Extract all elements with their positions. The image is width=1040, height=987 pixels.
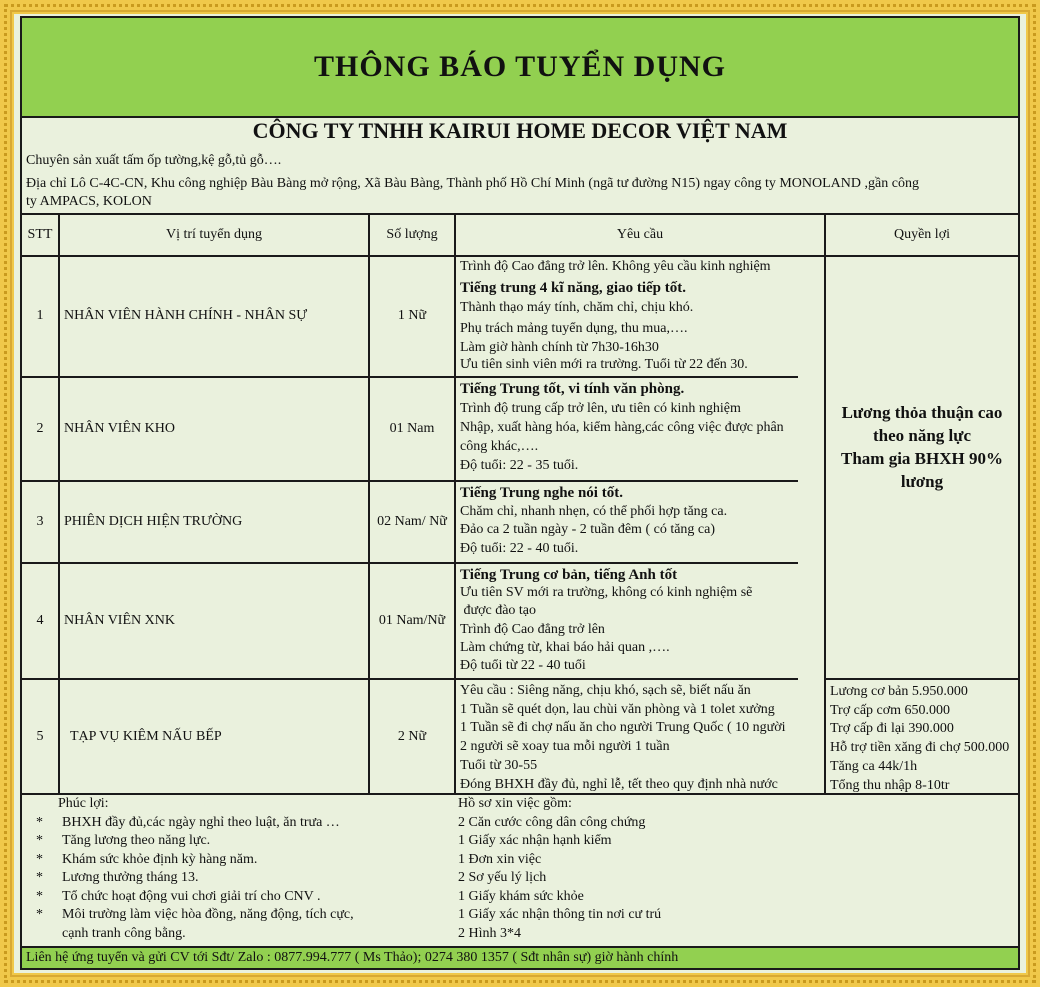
header-requirements: Yêu cầu xyxy=(454,215,824,255)
table-row xyxy=(22,564,798,680)
row-quantity: 1 Nữ xyxy=(368,255,454,376)
benefit-line: Trợ cấp cơm 650.000 xyxy=(830,702,951,718)
list-item: 1 Giấy khám sức khỏe xyxy=(458,888,584,904)
requirement-line: Tiếng Trung tốt, vi tính văn phòng. xyxy=(460,381,685,397)
welfare-section xyxy=(22,795,1018,943)
benefit-line: Lương thỏa thuận cao xyxy=(841,402,1003,422)
row-quantity: 2 Nữ xyxy=(368,680,454,793)
requirement-line: công khác,…. xyxy=(460,439,539,454)
bullet-star: * xyxy=(36,814,43,830)
documents-title: Hồ sơ xin việc gồm: xyxy=(458,796,572,811)
welfare-text: Khám sức khỏe định kỳ hàng năm. xyxy=(62,851,258,867)
table-header xyxy=(22,213,1018,257)
row-stt: 3 xyxy=(36,514,44,529)
row-benefits xyxy=(824,680,1018,793)
requirement-line: Trình độ Cao đẳng trở lên. Không yêu cầu kinh nghiệm xyxy=(460,259,771,274)
header-benefits: Quyền lợi xyxy=(824,215,1018,255)
row-requirements xyxy=(454,564,798,678)
benefit-line: lương xyxy=(900,471,944,491)
welfare-text: cạnh tranh công bằng. xyxy=(62,925,186,941)
row-requirements xyxy=(454,255,798,376)
list-item xyxy=(26,851,446,870)
row-requirements xyxy=(454,378,798,480)
benefit-line: Tham gia BHXH 90% xyxy=(841,448,1003,468)
requirement-line: Tiếng Trung nghe nói tốt. xyxy=(460,485,623,501)
benefit-main-cell xyxy=(824,255,1018,680)
requirement-line: Phụ trách mảng tuyển dụng, thu mua,…. xyxy=(460,320,688,336)
requirement-line: Đảo ca 2 tuần ngày - 2 tuần đêm ( có tăng ca) xyxy=(460,522,716,537)
list-item: 2 Hình 3*4 xyxy=(458,925,521,941)
requirement-line: 2 người sẽ xoay tua mỗi người 1 tuần xyxy=(460,739,670,755)
requirement-line: Tiếng trung 4 kĩ năng, giao tiếp tốt. xyxy=(460,279,687,296)
header-stt: STT xyxy=(27,227,53,242)
row-quantity: 01 Nam/Nữ xyxy=(368,564,454,678)
requirement-line: Ưu tiên sinh viên mới ra trường. Tuổi từ 22 đến 30. xyxy=(460,357,748,372)
table-row xyxy=(22,680,1018,795)
row-position: NHÂN VIÊN KHO xyxy=(58,378,368,480)
requirement-line: 1 Tuần sẽ quét dọn, lau chùi văn phòng và 1 tolet xưởng xyxy=(460,701,775,717)
benefit-line: theo năng lực xyxy=(872,425,972,445)
list-item xyxy=(26,869,446,888)
requirement-line: Ưu tiên SV mới ra trường, không có kinh nghiệm sẽ xyxy=(460,585,753,601)
bullet-star: * xyxy=(36,851,43,867)
contact-bar: Liên hệ ứng tuyển và gửi CV tới Sđt/ Zalo : 0877.994.777 ( Ms Thảo); 0274 380 1357 ( Sđt nhân sự) giờ hành chính xyxy=(22,946,1018,968)
list-item xyxy=(26,814,446,833)
row-stt: 2 xyxy=(36,421,44,436)
requirement-line: 1 Tuần sẽ đi chợ nấu ăn cho người Trung Quốc ( 10 người xyxy=(460,720,786,736)
table-row xyxy=(22,255,798,378)
requirement-line: Làm giờ hành chính từ 7h30-16h30 xyxy=(460,340,659,355)
requirement-line: Yêu cầu : Siêng năng, chịu khó, sạch sẽ, biết nấu ăn xyxy=(460,683,751,698)
requirement-line: Thành thạo máy tính, chăm chỉ, chịu khó. xyxy=(460,300,694,315)
requirement-line: Chăm chỉ, nhanh nhẹn, có thể phối hợp tăng ca. xyxy=(460,503,728,519)
row-quantity: 01 Nam xyxy=(368,378,454,480)
table-row xyxy=(22,482,798,564)
row-requirements xyxy=(454,482,798,562)
list-item: 1 Giấy xác nhận thông tin nơi cư trú xyxy=(458,907,662,922)
requirement-line: được đào tạo xyxy=(460,603,537,619)
company-specialty: Chuyên sản xuất tấm ốp tường,kệ gỗ,tủ gỗ…. xyxy=(26,153,282,168)
row-position: NHÂN VIÊN HÀNH CHÍNH - NHÂN SỰ xyxy=(58,255,368,376)
row-position: NHÂN VIÊN XNK xyxy=(58,564,368,678)
row-position: PHIÊN DỊCH HIỆN TRƯỜNG xyxy=(58,482,368,562)
benefit-line: Trợ cấp đi lại 390.000 xyxy=(830,721,954,737)
bullet-star: * xyxy=(36,870,43,885)
requirement-line: Trình độ trung cấp trở lên, ưu tiên có kinh nghiệm xyxy=(460,401,741,416)
company-name: CÔNG TY TNHH KAIRUI HOME DECOR VIỆT NAM xyxy=(252,118,788,143)
table-row xyxy=(22,378,798,482)
list-item: 1 Giấy xác nhận hạnh kiểm xyxy=(458,833,612,848)
requirement-line: Làm chứng từ, khai báo hải quan ,…. xyxy=(460,639,670,655)
header-quantity: Số lượng xyxy=(368,215,454,255)
address-line-2: ty AMPACS, KOLON xyxy=(26,194,152,209)
benefit-line: Lương cơ bản 5.950.000 xyxy=(830,684,968,699)
welfare-list xyxy=(26,795,446,943)
requirement-line: Trình độ Cao đẳng trở lên xyxy=(460,621,605,637)
requirement-line: Độ tuổi: 22 - 40 tuổi. xyxy=(460,540,579,556)
list-item xyxy=(26,832,446,851)
welfare-text: BHXH đầy đủ,các ngày nghỉ theo luật, ăn trưa … xyxy=(62,814,340,830)
bullet-star: * xyxy=(36,833,43,848)
welfare-text: Lương thưởng tháng 13. xyxy=(62,870,199,885)
requirement-line: Độ tuổi từ 22 - 40 tuổi xyxy=(460,658,586,674)
benefit-line: Tăng ca 44k/1h xyxy=(830,758,918,774)
requirement-line: Tuổi từ 30-55 xyxy=(460,757,538,773)
row-stt: 5 xyxy=(36,728,44,744)
address-line-1: Địa chỉ Lô C-4C-CN, Khu công nghiệp Bàu Bàng mở rộng, Xã Bàu Bàng, Thành phố Hồ Chí Minh (ngã tư đường N15) ngay công ty MONOLAND ,gần công xyxy=(26,176,919,191)
welfare-title: Phúc lợi: xyxy=(58,796,109,811)
requirement-line: Tiếng Trung cơ bản, tiếng Anh tốt xyxy=(460,567,678,583)
list-item: 1 Đơn xin việc xyxy=(458,851,542,867)
requirement-line: Đóng BHXH đầy đủ, nghỉ lễ, tết theo quy định nhà nước xyxy=(460,776,778,792)
benefit-line: Hỗ trợ tiền xăng đi chợ 500.000 xyxy=(830,740,1010,756)
requirement-line: Nhập, xuất hàng hóa, kiểm hàng,các công việc được phân xyxy=(460,420,784,435)
benefit-line: Tổng thu nhập 8-10tr xyxy=(830,777,950,793)
welfare-text: Môi trường làm việc hòa đồng, năng động, tích cực, xyxy=(62,907,354,922)
title-band xyxy=(22,18,1018,118)
row-stt: 4 xyxy=(36,613,44,628)
bullet-star: * xyxy=(36,907,43,922)
welfare-text: Tổ chức hoạt động vui chơi giải trí cho CNV . xyxy=(62,888,321,904)
row-stt: 1 xyxy=(36,307,44,323)
documents-list xyxy=(454,795,858,943)
row-quantity: 02 Nam/ Nữ xyxy=(368,482,454,562)
list-item: 2 Căn cước công dân công chứng xyxy=(458,814,646,830)
bullet-star: * xyxy=(36,888,43,904)
list-item: 2 Sơ yếu lý lịch xyxy=(458,870,547,885)
header-position: Vị trí tuyển dụng xyxy=(58,215,368,255)
list-item xyxy=(26,888,446,907)
row-requirements xyxy=(454,680,824,793)
list-item xyxy=(26,906,446,925)
notice-sheet xyxy=(20,16,1020,970)
requirement-line: Độ tuổi: 22 - 35 tuổi. xyxy=(460,458,579,473)
row-position: TẠP VỤ KIÊM NẤU BẾP xyxy=(58,680,368,793)
welfare-text: Tăng lương theo năng lực. xyxy=(62,833,211,848)
page-title: THÔNG BÁO TUYỂN DỤNG xyxy=(314,50,726,83)
